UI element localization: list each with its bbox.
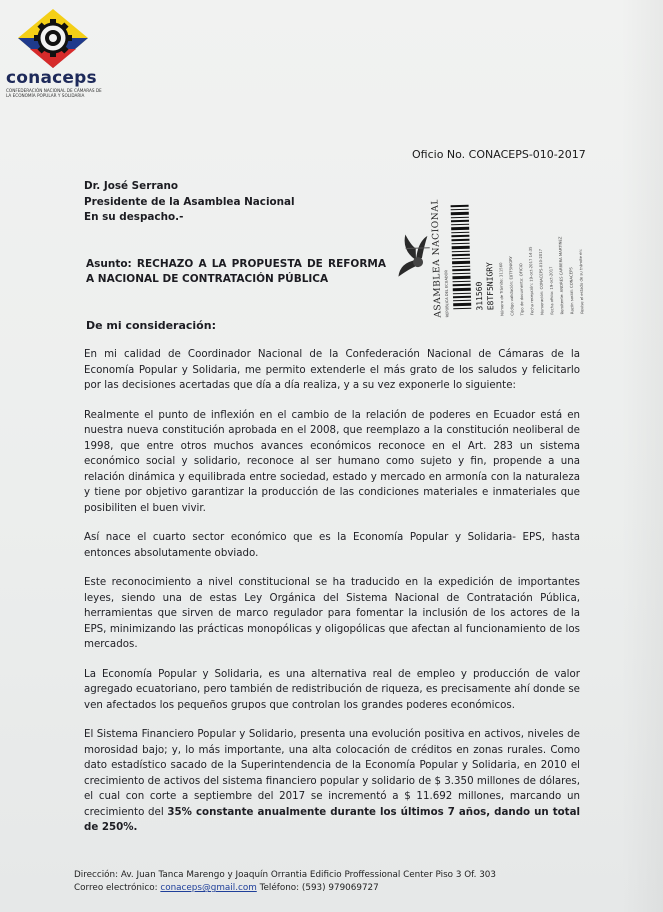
recipient-location: En su despacho.- bbox=[84, 211, 184, 223]
stamp-line: Numeración: CONACEPS-010-2017 bbox=[537, 248, 545, 315]
stamp-tramite-number: 311560 bbox=[474, 281, 485, 311]
footer-email-label: Correo electrónico: bbox=[74, 883, 158, 893]
stamp-line: Fecha recepción: 19-oct-2017 14:35 bbox=[527, 246, 535, 316]
stamp-barcode bbox=[451, 205, 472, 309]
body-paragraph: Realmente el punto de inflexión en el cambio de la relación de poderes en Ecuador está en nuestra nueva constitución aprobada en el 2008, que reemplazo a la constitución neoliberal de 1998, que entre otros muchos avances económicos reconoce en el Art. 283 un sistema económico social y solidario, reconoce al ser humano como sujeto y fin, propende a una relación dinámica y equilibrada entre sociedad, estado y mercado en armonía con la naturaleza y tiene por objetivo garantizar la producción de las condiciones materiales e inmateriales que posibiliten el buen vivir. bbox=[84, 408, 580, 514]
logo-gear-mark bbox=[16, 8, 90, 70]
reception-stamp bbox=[394, 195, 603, 322]
assembly-emblem-icon bbox=[397, 234, 430, 277]
body-paragraph: La Economía Popular y Solidaria, es una alternativa real de empleo y producción de valor agregado ecuatoriano, pero también de redistribución de riqueza, es precisamente ahí donde se ven afectados los pequeños grupos que controlan los grandes poderes económicos. bbox=[84, 667, 580, 711]
letter-footer bbox=[74, 869, 496, 895]
stamp-line: Revise el estado de su trámite en: bbox=[577, 248, 585, 314]
body-paragraph-final bbox=[84, 727, 580, 836]
stamp-line: Remitente: ANDRES CARRERA MARTINEZ bbox=[557, 236, 565, 315]
conaceps-logo bbox=[6, 8, 106, 98]
paper-shadow bbox=[621, 0, 663, 912]
subject-block bbox=[86, 257, 386, 287]
stamp-subtitle: REPÚBLICA DEL ECUADOR bbox=[444, 269, 450, 318]
logo-wordmark: conaceps bbox=[6, 68, 97, 88]
logo-subtitle: CONFEDERACIÓN NACIONAL DE CÁMARAS DE LA ECONOMÍA POPULAR Y SOLIDARIA bbox=[6, 88, 102, 98]
recipient-name: Dr. José Serrano bbox=[84, 180, 179, 192]
stamp-institution: ASAMBLEA NACIONAL bbox=[430, 197, 444, 318]
final-paragraph-text: El Sistema Financiero Popular y Solidario, presenta una evolución positiva en activos, niveles de morosidad bajo; y, lo más importante, una alta colocación de créditos en zonas rurales. Como dato estadístico sacado de la Superintendencia de la Economía Popular y Solidaria, en 2010 el crecimiento de activos del sistema financiero popular y solidario de $ 3.350 millones de dólares, el cual con corte a septiembre del 2017 se incrementó a $ 11.692 millones, marcando un crecimiento del bbox=[84, 728, 580, 818]
footer-address: Dirección: Av. Juan Tanca Marengo y Joaquín Orrantia Edificio Proffessional Center Piso 3 Of. 303 bbox=[74, 870, 496, 880]
salutation: De mi consideración: bbox=[86, 319, 216, 332]
oficio-number: Oficio No. CONACEPS-010-2017 bbox=[412, 148, 586, 161]
stamp-line: Código validación: E8TF5NIGRY bbox=[507, 256, 515, 316]
body-paragraph: En mi calidad de Coordinador Nacional de la Confederación Nacional de Cámaras de la Economía Popular y Solidaria, me permito extenderle el más grato de los saludos y felicitarlo por las decisiones acertadas que día a día realiza, y a su vez exponerle lo siguiente: bbox=[84, 348, 580, 391]
body-paragraph: Así nace el cuarto sector económico que es la Economía Popular y Solidaria- EPS, hasta entonces absolutamente obviado. bbox=[84, 531, 580, 559]
letter-body bbox=[84, 347, 580, 850]
recipient-title: Presidente de la Asamblea Nacional bbox=[84, 195, 295, 208]
body-paragraph: Este reconocimiento a nivel constitucional se ha traducido en la expedición de importantes leyes, siendo una de estas Ley Orgánica del Sistema Nacional de Contratación Pública, herramientas que sirven de marco regulador para fomentar la inclusión de los actores de la EPS, minimizando las prácticas monopólicas y oligopólicas que afectan al funcionamiento de los mercados. bbox=[84, 576, 580, 650]
footer-contact bbox=[74, 882, 496, 895]
stamp-line: Tipo de documento: OFICIO bbox=[518, 263, 525, 316]
subject-text: RECHAZO A LA PROPUESTA DE REFORMA A NACIONAL DE CONTRATACIÓN PÚBLICA bbox=[86, 258, 386, 285]
stamp-line: Número de Trámite: 311560 bbox=[498, 262, 505, 317]
recipient-block bbox=[84, 179, 295, 226]
footer-phone: Teléfono: (593) 979069727 bbox=[259, 883, 379, 893]
stamp-code: E8TF5NIGRY bbox=[485, 261, 496, 311]
stamp-line: Razón social: CONACEPS bbox=[568, 267, 575, 315]
stamp-line: Fecha oficio: 19-oct-2017 bbox=[548, 266, 555, 315]
final-paragraph-bold: 35% constante anualmente durante los últimos 7 años, dando un total de 250%. bbox=[84, 805, 580, 833]
footer-email-link[interactable]: conaceps@gmail.com bbox=[160, 883, 257, 893]
subject-label: Asunto: bbox=[86, 258, 132, 270]
